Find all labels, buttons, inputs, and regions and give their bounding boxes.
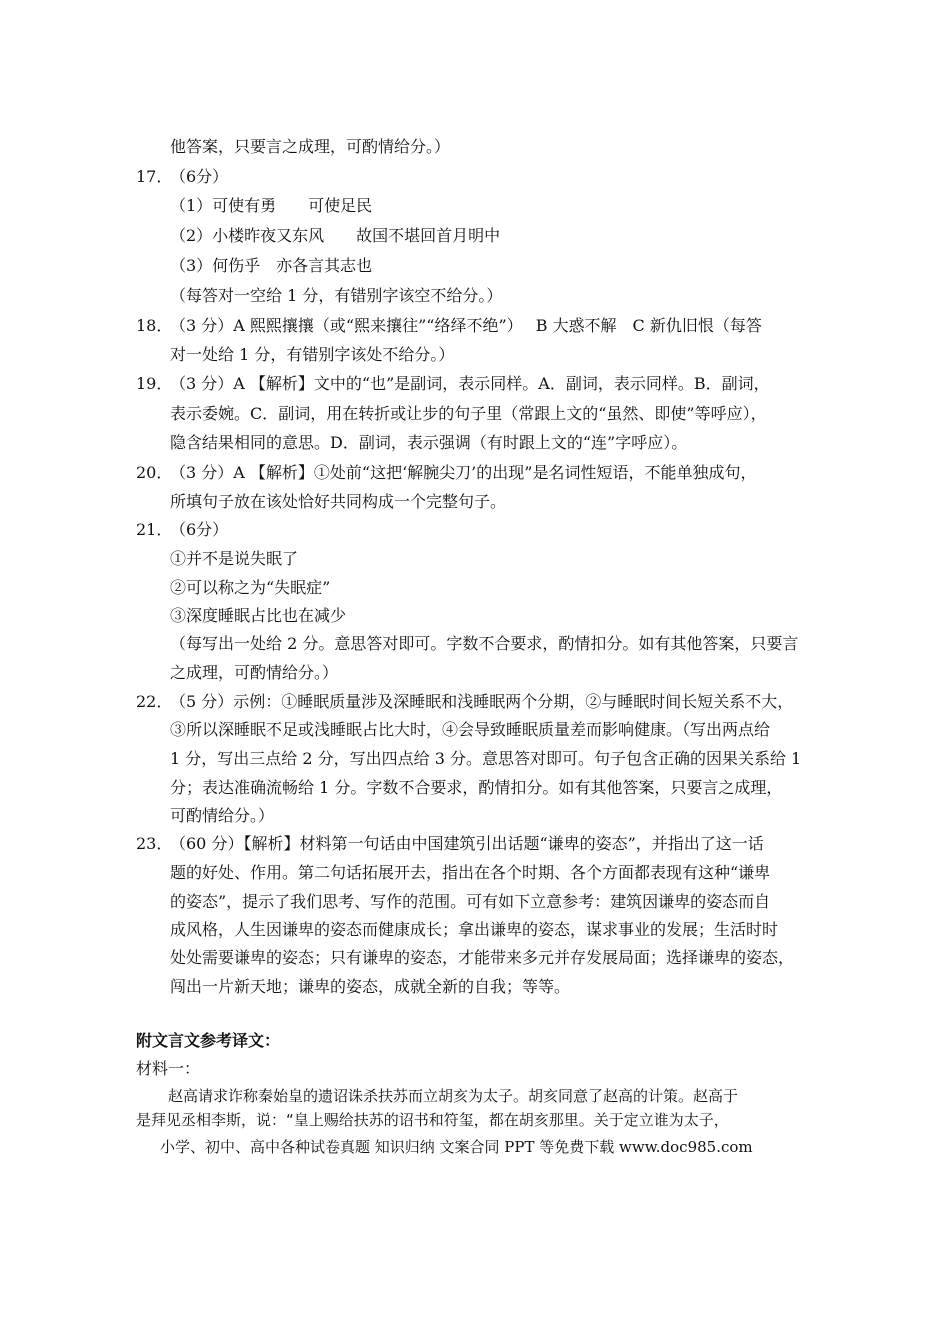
question-number: 23． xyxy=(136,834,173,853)
question-number: 22． xyxy=(136,692,173,711)
translation-line: 是拜见丞相李斯，说：“皇上赐给扶苏的诏书和符玺，都在胡亥那里。关于定立谁为太子， xyxy=(136,1111,729,1129)
text-line: （3 分）A 熙熙攘攘（或“熙来攘往”“络绎不绝”） B 大惑不解 C 新仇旧恨（每答 xyxy=(170,316,762,335)
text-line: 闯出一片新天地；谦卑的姿态，成就全新的自我；等等。 xyxy=(170,977,571,996)
text-line: 对一处给 1 分，有错别字该处不给分。） xyxy=(170,345,455,364)
text-line: （每答对一空给 1 分，有错别字该空不给分。） xyxy=(170,286,503,305)
text-line: 所填句子放在该处恰好共同构成一个完整句子。 xyxy=(170,492,507,511)
translation-line: 赵高请求诈称秦始皇的遗诏诛杀扶苏而立胡亥为太子。胡亥同意了赵高的计策。赵高于 xyxy=(168,1087,739,1105)
text-line: 他答案，只要言之成理，可酌情给分。） xyxy=(170,137,451,156)
material-label: 材料一： xyxy=(136,1059,201,1078)
text-line: 的姿态”，提示了我们思考、写作的范围。可有如下立意参考：建筑因谦卑的姿态而自 xyxy=(170,892,771,911)
text-line: （6分） xyxy=(170,520,229,539)
text-line: 1 分，写出三点给 2 分，写出四点给 3 分。意思答对即可。句子包含正确的因果关系给 1 xyxy=(170,749,802,768)
text-line: 表示委婉。C．副词，用在转折或让步的句子里（常跟上文的“虽然、即使”等呼应）， xyxy=(170,404,767,423)
text-line: 之成理，可酌情给分。） xyxy=(170,663,339,682)
text-line: 可酌情给分。） xyxy=(170,806,275,825)
text-line: 成风格，人生因谦卑的姿态而健康成长；拿出谦卑的姿态，谋求事业的发展；生活时时 xyxy=(170,920,779,939)
text-line: ①并不是说失眠了 xyxy=(170,549,299,568)
text-line: ③深度睡眠占比也在减少 xyxy=(170,606,347,625)
text-line: （每写出一处给 2 分。意思答对即可。字数不合要求，酌情扣分。如有其他答案，只要言 xyxy=(170,634,799,653)
page-footer: 小学、初中、高中各种试卷真题 知识归纳 文案合同 PPT 等免费下载 www.doc985.com xyxy=(160,1138,753,1156)
text-line: ②可以称之为“失眠症” xyxy=(170,578,331,597)
text-line: （60 分）【解析】材料第一句话由中国建筑引出话题“谦卑的姿态”，并指出了这一话 xyxy=(170,834,764,853)
text-line: 题的好处、作用。第二句话拓展开去，指出在各个时期、各个方面都表现有这种“谦卑 xyxy=(170,863,771,882)
text-line: ③所以深睡眠不足或浅睡眠占比大时，④会导致睡眠质量差而影响健康。（写出两点给 xyxy=(170,720,771,739)
question-number: 18． xyxy=(136,316,173,335)
text-line: 分；表达准确流畅给 1 分。字数不合要求，酌情扣分。如有其他答案，只要言之成理， xyxy=(170,778,783,797)
text-line: 处处需要谦卑的姿态；只有谦卑的姿态，才能带来多元并存发展局面；选择谦卑的姿态， xyxy=(170,948,795,967)
text-line: （6分） xyxy=(170,167,229,186)
text-line: （3 分）A 【解析】①处前“这把‘解腕尖刀’的出现”是名词性短语，不能单独成句， xyxy=(170,463,757,482)
question-number: 17． xyxy=(136,167,173,186)
section-heading: 附文言文参考译文： xyxy=(136,1031,281,1050)
question-number: 19． xyxy=(136,374,173,393)
text-line: （3）何伤乎 亦各言其志也 xyxy=(170,256,373,275)
text-line: （5 分）示例：①睡眠质量涉及深睡眠和浅睡眠两个分期，②与睡眠时间长短关系不大， xyxy=(170,692,794,711)
question-number: 21． xyxy=(136,520,173,539)
text-line: 隐含结果相同的意思。D．副词，表示强调（有时跟上文的“连”字呼应）。 xyxy=(170,433,688,452)
question-number: 20． xyxy=(136,463,173,482)
text-line: （1）可使有勇 可使足民 xyxy=(170,196,373,215)
text-line: （3 分）A 【解析】文中的“也”是副词，表示同样。A．副词，表示同样。B．副词， xyxy=(170,374,770,393)
text-line: （2）小楼昨夜又东风 故国不堪回首月明中 xyxy=(170,226,501,245)
